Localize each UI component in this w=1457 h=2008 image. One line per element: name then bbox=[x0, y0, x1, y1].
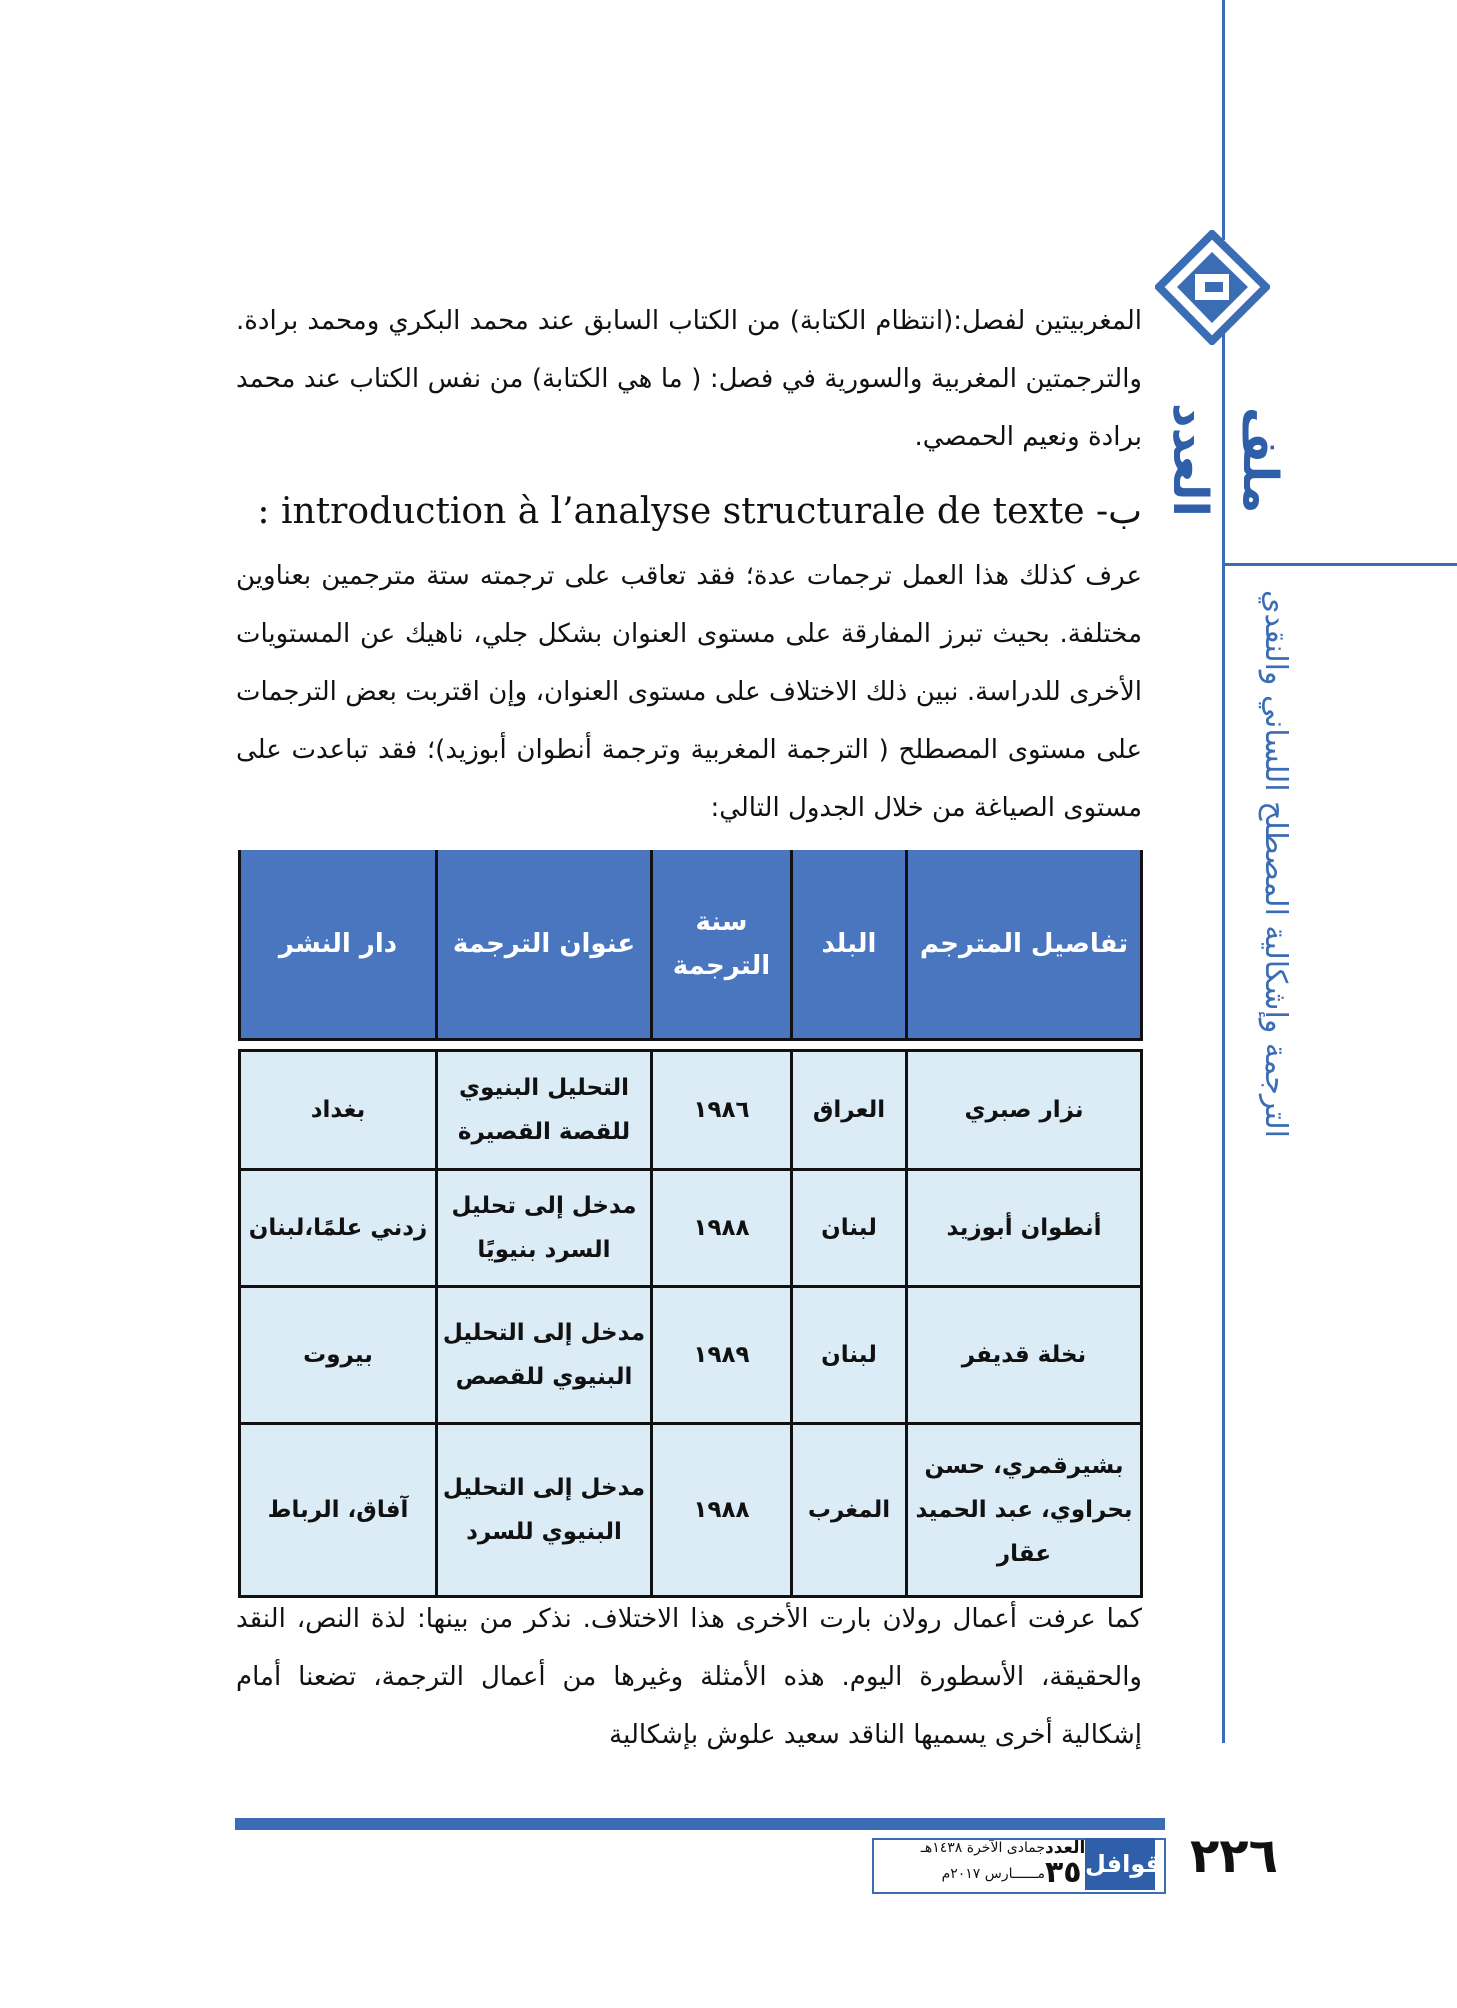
table-cell: التحليل البنيوي للقصة القصيرة bbox=[437, 1051, 652, 1170]
table-header: دار النشر bbox=[240, 850, 437, 1040]
table-cell: مدخل إلى التحليل البنيوي للقصص bbox=[437, 1287, 652, 1424]
table-header: البلد bbox=[792, 850, 907, 1040]
table-cell: أنطوان أبوزيد bbox=[907, 1170, 1142, 1287]
table-cell: المغرب bbox=[792, 1424, 907, 1597]
footer-issue-label: العدد bbox=[1045, 1838, 1086, 1858]
table-header: عنوان الترجمة bbox=[437, 850, 652, 1040]
paragraph-text: عرف كذلك هذا العمل ترجمات عدة؛ فقد تعاقب على ترجمته ستة مترجمين بعناوين مختلفة. بحيث تبرز المفارقة على مستوى العنوان بشكل جلي، ناهيك عن المستويات الأخرى للدراسة. نبين ذلك الاختلاف على مستوى العنوان، وإن اقتربت بعض الترجمات على مستوى المصطلح ( الترجمة المغربية وترجمة أنطوان أبوزيد)؛ فقد تباعدت على مستوى الصياغة من خلال الجدول التالي: bbox=[236, 561, 1142, 823]
footer-gregorian-date: مــــــارس ٢٠١٧م bbox=[941, 1866, 1045, 1882]
table-header: سنة الترجمة bbox=[652, 850, 792, 1040]
table-row bbox=[240, 1424, 1142, 1597]
table-cell: ١٩٨٨ bbox=[652, 1424, 792, 1597]
footer-hijri-date: جمادى الآخرة ١٤٣٨هـ bbox=[920, 1840, 1045, 1856]
table-cell: نزار صبري bbox=[907, 1051, 1142, 1170]
paragraph bbox=[236, 1590, 1142, 1764]
table-cell: بيروت bbox=[240, 1287, 437, 1424]
table-cell: ١٩٨٩ bbox=[652, 1287, 792, 1424]
paragraph-text: كما عرفت أعمال رولان بارت الأخرى هذا الاختلاف. نذكر من بينها: لذة النص، النقد والحقيقة، الأسطورة اليوم. هذه الأمثلة وغيرها من أعمال الترجمة، تضعنا أمام إشكالية أخرى يسميها الناقد سعيد علوش بإشكالية bbox=[236, 1604, 1142, 1750]
paragraph bbox=[236, 292, 1142, 466]
table-cell: آفاق، الرباط bbox=[240, 1424, 437, 1597]
table-cell: لبنان bbox=[792, 1170, 907, 1287]
table-row bbox=[240, 1287, 1142, 1424]
table-cell: لبنان bbox=[792, 1287, 907, 1424]
table-cell: ١٩٨٦ bbox=[652, 1051, 792, 1170]
article-title: الترجمة وإشكالية المصطلح اللساني والنقدي bbox=[1258, 590, 1293, 1138]
table-cell: ١٩٨٨ bbox=[652, 1170, 792, 1287]
table-row bbox=[240, 1051, 1142, 1170]
table-cell: العراق bbox=[792, 1051, 907, 1170]
magazine-logo: قوافل bbox=[1085, 1838, 1155, 1890]
page-number: ٢٢٦ bbox=[1190, 1828, 1278, 1884]
paragraph-text: المغربيتين لفصل:(انتظام الكتابة) من الكتاب السابق عند محمد البكري ومحمد برادة. والترجمتين المغربية والسورية في فصل: ( ما هي الكتابة) من نفس الكتاب عند محمد برادة ونعيم الحمصي. bbox=[236, 306, 1142, 452]
table-cell: مدخل إلى التحليل البنيوي للسرد bbox=[437, 1424, 652, 1597]
table-cell: مدخل إلى تحليل السرد بنيويًا bbox=[437, 1170, 652, 1287]
table-cell: بغداد bbox=[240, 1051, 437, 1170]
frame-line bbox=[1222, 563, 1225, 1743]
section-label: ملف العدد bbox=[1162, 403, 1288, 517]
footer-rule bbox=[235, 1818, 1165, 1830]
frame-line bbox=[1222, 0, 1225, 240]
paragraph bbox=[236, 547, 1142, 837]
section-logo-icon bbox=[1155, 230, 1270, 345]
subheading: ب- introduction à l’analyse structurale de texte : bbox=[257, 491, 1142, 532]
table-header-row bbox=[240, 850, 1142, 1040]
translations-table bbox=[238, 850, 1143, 1598]
table-header: تفاصيل المترجم bbox=[907, 850, 1142, 1040]
footer-issue-number: ٣٥ bbox=[1045, 1855, 1082, 1890]
table-row bbox=[240, 1170, 1142, 1287]
table-cell: بشيرقمري، حسن بحراوي، عبد الحميد عقار bbox=[907, 1424, 1142, 1597]
table-cell: زدني علمًا،لبنان bbox=[240, 1170, 437, 1287]
table-cell: نخلة قديفر bbox=[907, 1287, 1142, 1424]
